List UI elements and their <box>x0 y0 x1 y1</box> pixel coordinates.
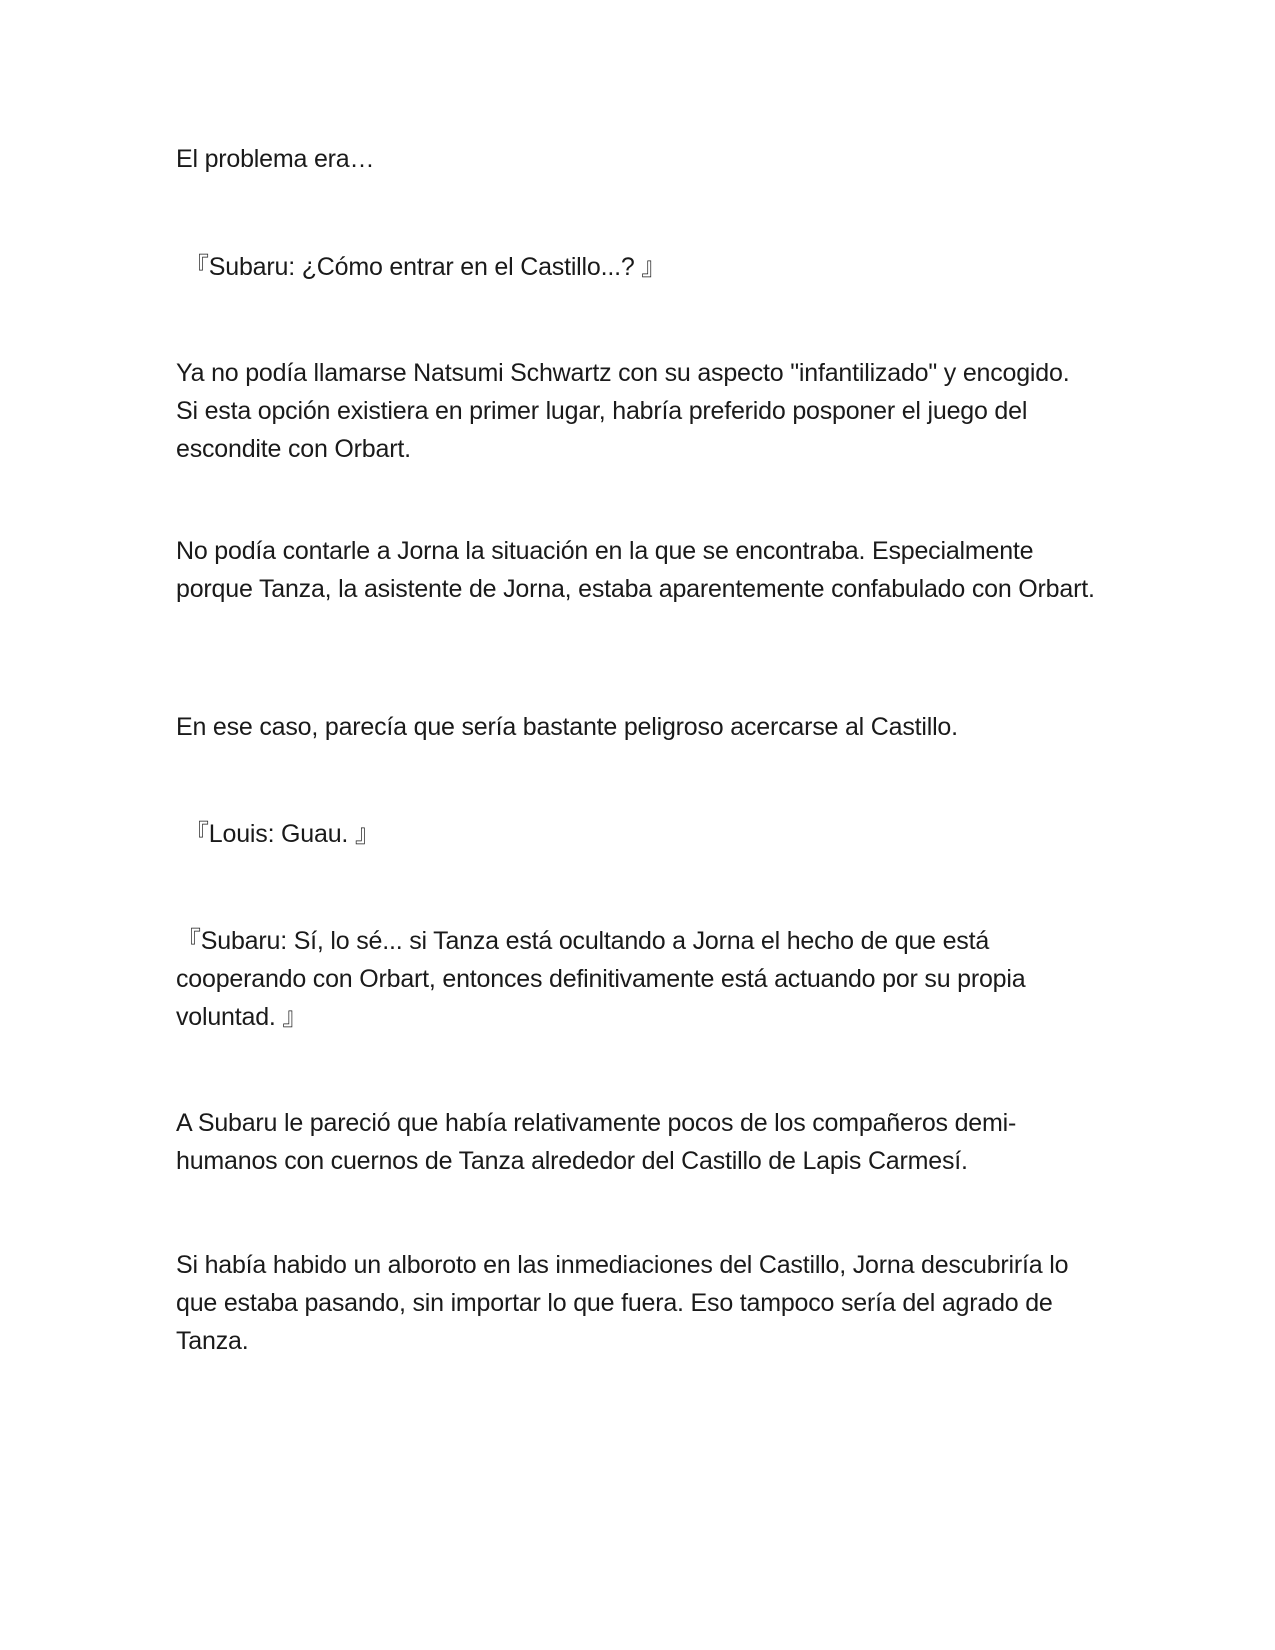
dialogue-subaru-castillo: 『Subaru: ¿Cómo entrar en el Castillo...? 』 <box>184 253 667 281</box>
paragraph-jorna-situacion: No podía contarle a Jorna la situación en la que se encontraba. Especialmente porque Tanza, la asistente de Jorna, estaba aparentemente confabulado con Orbart. <box>176 537 1095 603</box>
paragraph-natsumi: Ya no podía llamarse Natsumi Schwartz con su aspecto "infantilizado" y encogido. Si esta opción existiera en primer lugar, habría preferido posponer el juego del escondite con Orbart. <box>176 359 1070 463</box>
paragraph-problema: El problema era… <box>176 145 375 173</box>
paragraph-peligroso: En ese caso, parecía que sería bastante peligroso acercarse al Castillo. <box>176 713 958 741</box>
dialogue-subaru-tanza: 『Subaru: Sí, lo sé... si Tanza está ocultando a Jorna el hecho de que está cooperando con Orbart, entonces definitivamente está actuando por su propia voluntad. 』 <box>176 927 1026 1031</box>
paragraph-alboroto: Si había habido un alboroto en las inmediaciones del Castillo, Jorna descubriría lo que estaba pasando, sin importar lo que fuera. Eso tampoco sería del agrado de Tanza. <box>176 1251 1069 1355</box>
dialogue-louis-guau: 『Louis: Guau. 』 <box>184 820 380 848</box>
paragraph-demi-humanos: A Subaru le pareció que había relativamente pocos de los compañeros demi-humanos con cuernos de Tanza alrededor del Castillo de Lapis Carmesí. <box>176 1109 1017 1175</box>
